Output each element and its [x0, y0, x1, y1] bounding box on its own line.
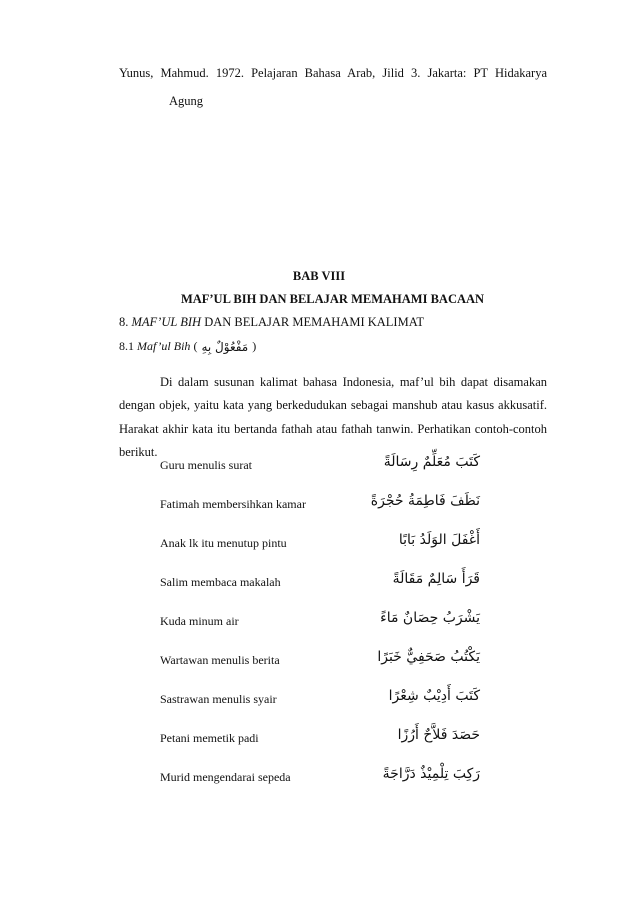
example-arabic: حَصَدَ فَلاَّحٌ أَرُزًا [397, 727, 480, 743]
close-paren: ) [252, 339, 257, 353]
example-row [0, 766, 638, 798]
example-arabic: يَشْرَبُ حِصَانٌ مَاءً [380, 610, 480, 626]
example-indonesian: Petani memetik padi [160, 731, 259, 745]
subsection-arabic-term: مَفْعُوْلٌ بِهِ [201, 339, 249, 354]
example-arabic: قَرَأَ سَالِمٌ مَقَالَةً [392, 571, 480, 587]
example-arabic: كَتَبَ مُعَلِّمٌ رِسَالَةً [383, 454, 480, 470]
example-indonesian: Wartawan menulis berita [160, 653, 280, 667]
example-indonesian: Fatimah membersihkan kamar [160, 497, 306, 511]
example-indonesian: Salim membaca makalah [160, 575, 281, 589]
reference-entry: Yunus, Mahmud. 1972. Pelajaran Bahasa Arab, Jilid 3. Jakarta: PT Hidakarya [119, 66, 547, 80]
section-title-rest: DAN BELAJAR MEMAHAMI KALIMAT [204, 315, 424, 329]
reference-entry-continuation: Agung [169, 94, 204, 108]
example-row [0, 727, 638, 759]
example-row [0, 649, 638, 681]
chapter-title: MAF’UL BIH DAN BELAJAR MEMAHAMI BACAAN [180, 292, 485, 306]
example-row [0, 454, 638, 486]
section-number: 8. [119, 315, 129, 329]
example-indonesian: Murid mengendarai sepeda [160, 770, 291, 784]
example-arabic: نَظَفَ فَاطِمَةُ حُجْرَةً [370, 493, 480, 509]
example-arabic: أَغْفَلَ الوَلَدُ بَابًا [398, 532, 480, 548]
section-term: MAF’UL BIH [131, 315, 202, 329]
example-indonesian: Anak lk itu menutup pintu [160, 536, 287, 550]
subsection-number: 8.1 [119, 339, 134, 353]
example-row [0, 532, 638, 564]
example-indonesian: Sastrawan menulis syair [160, 692, 277, 706]
body-paragraph: Di dalam susunan kalimat bahasa Indonesia, maf’ul bih dapat disamakan dengan objek, yaitu kata yang berkedudukan sebagai manshub atau kasus akkusatif. Harakat akhir kata itu bertanda fathah atau fathah tanwin. Perhatikan contoh-contoh berikut. [119, 375, 547, 459]
example-arabic: رَكِبَ تِلْمِيْذٌ دَرَّاجَةً [382, 766, 480, 782]
subsection-term: Maf’ul Bih [137, 339, 191, 353]
example-row [0, 610, 638, 642]
open-paren: ( [193, 339, 198, 353]
example-arabic: يَكْتُبُ صَحَفِيٌّ خَبَرًا [377, 649, 480, 665]
example-row [0, 688, 638, 720]
example-row [0, 493, 638, 525]
example-indonesian: Guru menulis surat [160, 458, 252, 472]
example-row [0, 571, 638, 603]
example-indonesian: Kuda minum air [160, 614, 239, 628]
chapter-number: BAB VIII [292, 269, 346, 283]
example-arabic: كَتَبَ أَدِيْبٌ شِعْرًا [388, 688, 480, 704]
